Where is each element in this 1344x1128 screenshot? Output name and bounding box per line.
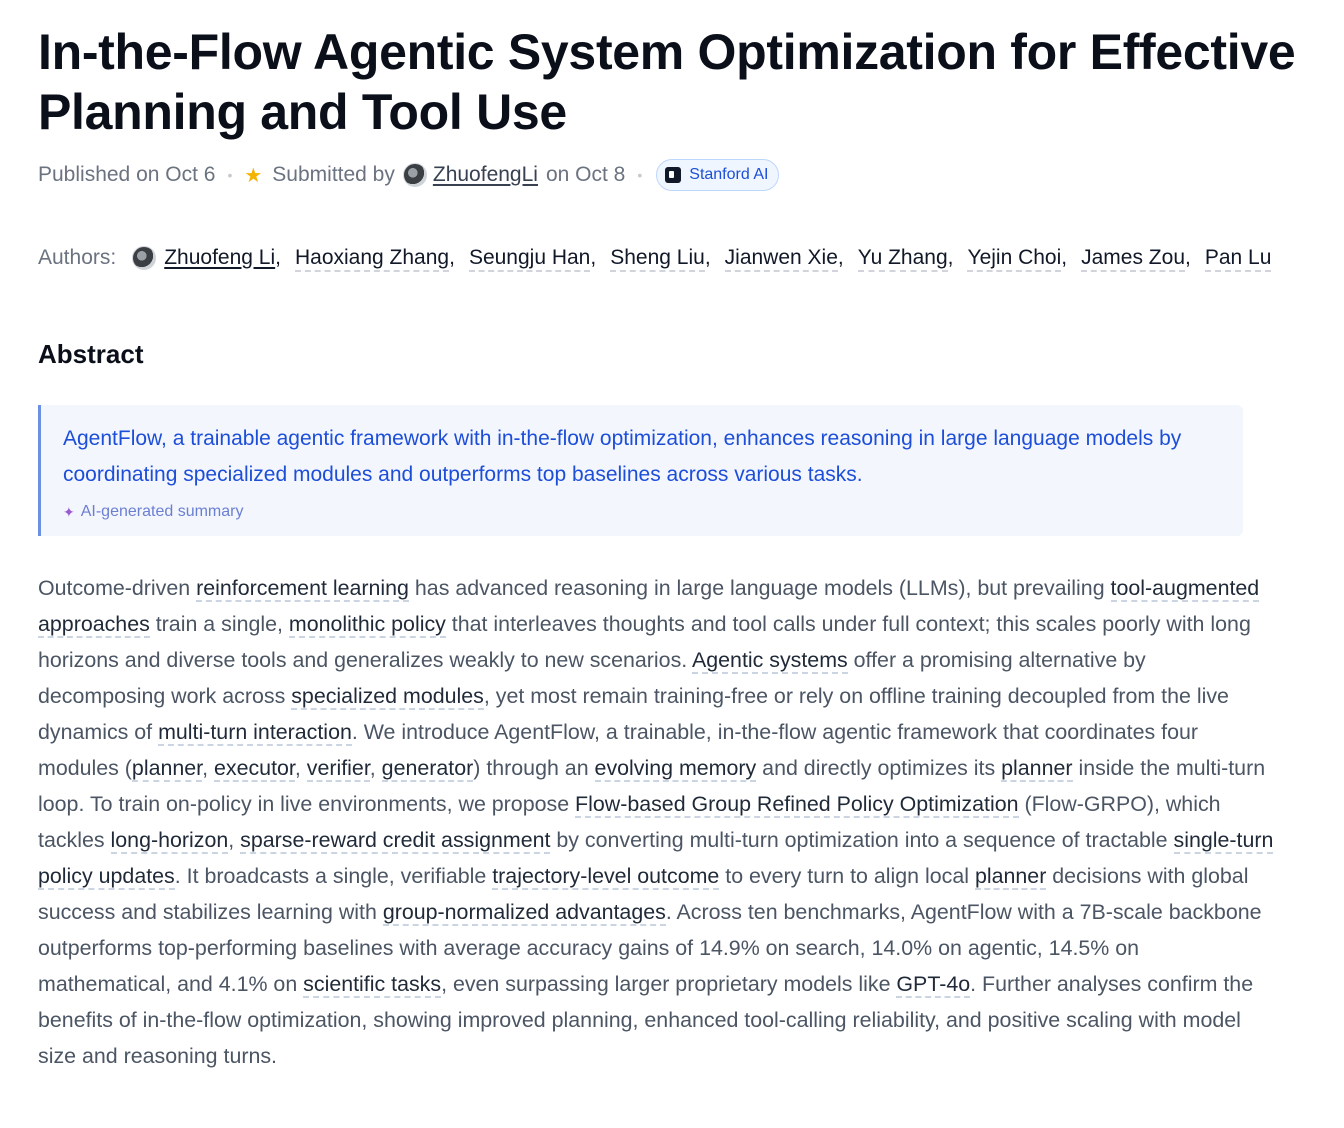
author-link[interactable]: Haoxiang Zhang (295, 246, 449, 272)
keyword-link[interactable]: trajectory-level outcome (492, 864, 720, 888)
abstract-segment: Outcome-driven (38, 576, 197, 600)
ai-summary-tag (63, 503, 1223, 521)
abstract-text (38, 570, 1278, 1074)
abstract-segment: , even surpassing larger proprietary models like (441, 972, 897, 996)
abstract-segment: , (294, 756, 307, 780)
submitted-by-label: Submitted by (272, 163, 395, 186)
abstract-segment: decisions with global success and stabilizes learning with (38, 864, 1249, 924)
author-list (164, 246, 1271, 270)
abstract-segment: . Further analyses confirm the benefits of in-the-flow optimization, showing improved planning, enhanced tool-calling reliability, and positive scaling with model size and reasoning turns. (38, 972, 1254, 1068)
abstract-segment: (Flow-GRPO), which tackles (38, 792, 1221, 852)
ai-summary-label: AI-generated summary (80, 503, 244, 520)
author-link[interactable]: Yejin Choi (967, 246, 1061, 272)
keyword-link[interactable]: multi-turn interaction (158, 720, 352, 744)
org-logo-icon (665, 167, 681, 183)
abstract-segment: that interleaves thoughts and tool calls under full context; this scales poorly with long horizons and diverse tools and generalizes weakly to new scenarios. (38, 612, 1251, 672)
author-link[interactable]: Zhuofeng Li (164, 246, 276, 269)
author-link[interactable]: Sheng Liu (610, 246, 705, 272)
abstract-segment: offer a promising alternative by decomposing work across (38, 648, 1146, 708)
author-link[interactable]: James Zou (1081, 246, 1185, 272)
author-separator: , (837, 246, 844, 269)
abstract-segment: , (369, 756, 382, 780)
submitter-avatar[interactable] (403, 163, 427, 187)
abstract-segment: and directly optimizes its (756, 756, 1002, 780)
org-badge[interactable] (656, 159, 779, 191)
author-separator: , (1061, 246, 1068, 269)
star-icon: ★ (244, 164, 263, 187)
abstract-segment: has advanced reasoning in large language models (LLMs), but prevailing (408, 576, 1111, 600)
keyword-link[interactable]: planner (131, 756, 203, 780)
keyword-link[interactable]: reinforcement learning (196, 576, 409, 600)
keyword-link[interactable]: monolithic policy (288, 612, 446, 636)
abstract-segment: train a single, (149, 612, 289, 636)
ai-summary-box (38, 405, 1243, 536)
abstract-segment: . Across ten benchmarks, AgentFlow with a 7B-scale backbone outperforms top-performing baselines with average accuracy gains of 14.9% on search, 14.0% on agentic, 14.5% on mathematical, and 4.1% on (38, 900, 1262, 996)
keyword-link[interactable]: sparse-reward credit assignment (240, 828, 551, 852)
author-avatar[interactable] (132, 246, 156, 270)
authors-label: Authors: (38, 246, 117, 269)
paper-title: In-the-Flow Agentic System Optimization for Effective Planning and Tool Use (38, 24, 1296, 140)
keyword-link[interactable]: scientific tasks (303, 972, 442, 996)
keyword-link[interactable]: planner (1001, 756, 1073, 780)
abstract-segment: , (202, 756, 214, 780)
keyword-link[interactable]: long-horizon (110, 828, 229, 852)
author-link[interactable]: Jianwen Xie (725, 246, 838, 272)
keyword-link[interactable]: group-normalized advantages (382, 900, 666, 924)
author-separator: , (449, 246, 455, 269)
org-name: Stanford AI (689, 166, 769, 183)
author-link[interactable]: Yu Zhang (858, 246, 948, 272)
keyword-link[interactable]: generator (381, 756, 474, 780)
keyword-link[interactable]: planner (974, 864, 1047, 888)
authors-row (38, 240, 1271, 276)
abstract-segment: ) through an (473, 756, 595, 780)
keyword-link[interactable]: specialized modules (291, 684, 484, 708)
keyword-link[interactable]: Flow-based Group Refined Policy Optimization (575, 792, 1019, 816)
keyword-link[interactable]: evolving memory (594, 756, 757, 780)
abstract-segment: . We introduce AgentFlow, a trainable, in-the-flow agentic framework that coordinates four modules ( (38, 720, 1199, 780)
submitter-link[interactable]: ZhuofengLi (432, 163, 538, 186)
separator-dot: • (227, 167, 233, 183)
keyword-link[interactable]: Agentic systems (691, 648, 848, 672)
author-separator: , (947, 246, 954, 269)
author-separator: , (1185, 246, 1191, 269)
abstract-segment: inside the multi-turn loop. To train on-policy in live environments, we propose (38, 756, 1266, 816)
submitted-date: on Oct 8 (545, 163, 626, 186)
abstract-segment: , (228, 828, 241, 852)
abstract-segment: to every turn to align local (719, 864, 975, 888)
keyword-link[interactable]: tool-augmented approaches (38, 576, 1260, 636)
author-separator: , (590, 246, 597, 269)
abstract-heading: Abstract (38, 339, 144, 369)
abstract-segment: . It broadcasts a single, verifiable (174, 864, 493, 888)
published-date: Published on Oct 6 (38, 163, 216, 186)
keyword-link[interactable]: verifier (306, 756, 370, 780)
paper-meta (38, 158, 779, 192)
separator-dot: • (637, 167, 643, 183)
author-separator: , (275, 246, 281, 269)
author-link[interactable]: Pan Lu (1205, 246, 1272, 272)
ai-summary-text: AgentFlow, a trainable agentic framework with in-the-flow optimization, enhances reasoning in large language models by coordinating specialized modules and outperforms top baselines across various tasks. (63, 427, 1182, 486)
keyword-link[interactable]: executor (214, 756, 295, 780)
sparkle-icon: ✦ (63, 503, 75, 520)
keyword-link[interactable]: single-turn policy updates (38, 828, 1274, 888)
abstract-segment: , yet most remain training-free or rely on offline training decoupled from the live dynamics of (38, 684, 1229, 744)
author-link[interactable]: Seungju Han (469, 246, 590, 272)
keyword-link[interactable]: GPT-4o (896, 972, 971, 996)
author-separator: , (704, 246, 711, 269)
abstract-segment: by converting multi-turn optimization into a sequence of tractable (550, 828, 1174, 852)
